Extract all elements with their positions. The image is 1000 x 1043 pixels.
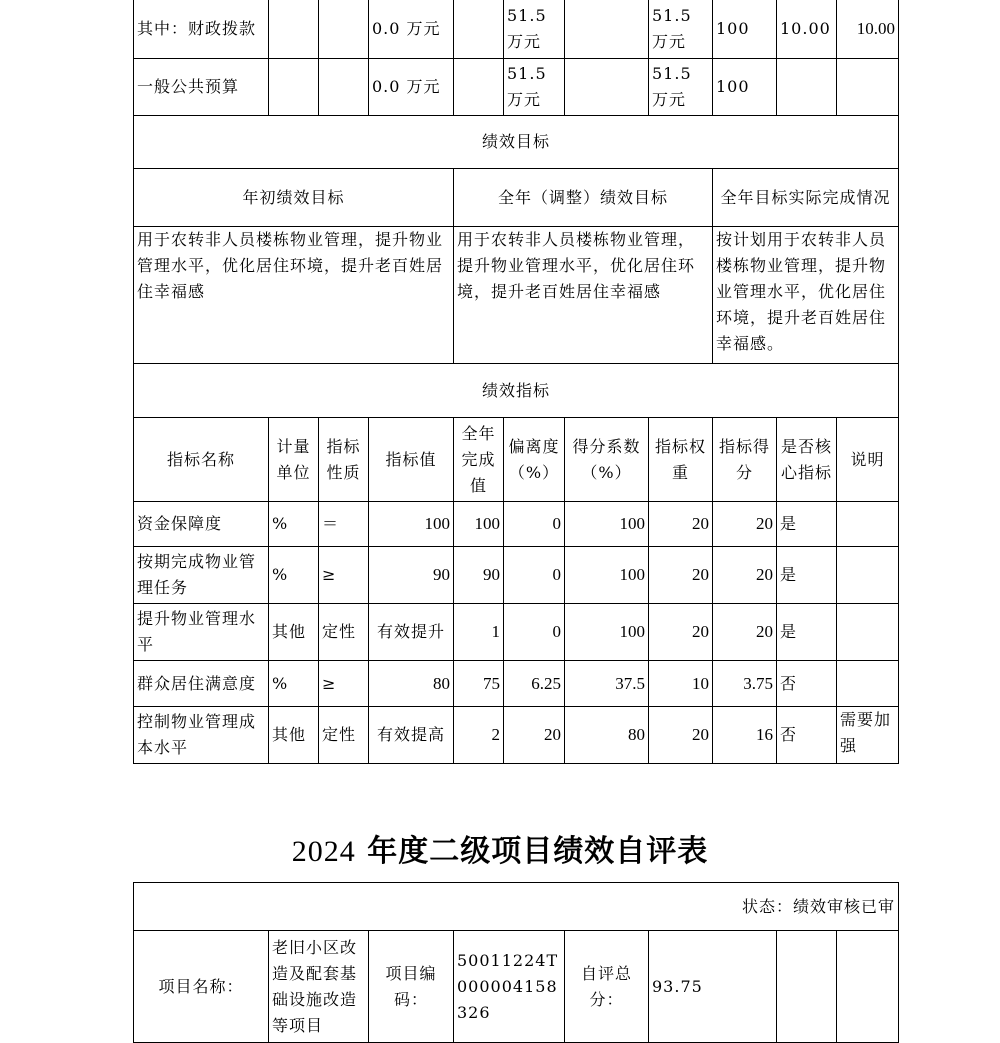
indicator-core: 否 bbox=[777, 707, 837, 764]
funding-value bbox=[837, 59, 899, 116]
indicator-done: 1 bbox=[454, 604, 504, 661]
indicator-done: 75 bbox=[454, 661, 504, 707]
indicator-core: 是 bbox=[777, 502, 837, 547]
performance-table bbox=[133, 0, 899, 764]
table-row bbox=[134, 604, 899, 661]
indicator-note bbox=[837, 547, 899, 604]
indicator-unit: % bbox=[269, 661, 319, 707]
indicator-note bbox=[837, 604, 899, 661]
indicator-unit: 其他 bbox=[269, 604, 319, 661]
indicator-name: 控制物业管理成本水平 bbox=[134, 707, 269, 764]
column-header: 指标得分 bbox=[713, 418, 777, 502]
indicator-name: 提升物业管理水平 bbox=[134, 604, 269, 661]
funding-value: 100 bbox=[713, 0, 777, 59]
funding-value: 0.0 万元 bbox=[369, 0, 454, 59]
goals-adjusted-text: 用于农转非人员楼栋物业管理，提升物业管理水平，优化居住环境，提升老百姓居住幸福感 bbox=[454, 227, 713, 364]
indicator-coefficient: 100 bbox=[565, 604, 649, 661]
indicator-coefficient: 37.5 bbox=[565, 661, 649, 707]
goals-header-actual: 全年目标实际完成情况 bbox=[713, 169, 899, 227]
page-title bbox=[0, 826, 1000, 870]
indicator-weight: 10 bbox=[649, 661, 713, 707]
title-text: 年度二级项目绩效自评表 bbox=[367, 834, 709, 869]
title-year: 2024 bbox=[291, 835, 356, 868]
column-header: 偏离度（%） bbox=[504, 418, 565, 502]
funding-value: 10.00 bbox=[777, 0, 837, 59]
indicator-coefficient: 100 bbox=[565, 547, 649, 604]
table-row bbox=[134, 707, 899, 764]
goals-header-adjusted: 全年（调整）绩效目标 bbox=[454, 169, 713, 227]
indicator-weight: 20 bbox=[649, 502, 713, 547]
second-level-project-table bbox=[133, 882, 899, 1043]
project-name-label: 项目名称： bbox=[134, 931, 269, 1043]
indicator-nature: ＝ bbox=[319, 502, 369, 547]
indicator-coefficient: 100 bbox=[565, 502, 649, 547]
column-header: 是否核心指标 bbox=[777, 418, 837, 502]
column-header: 指标权重 bbox=[649, 418, 713, 502]
indicator-name: 资金保障度 bbox=[134, 502, 269, 547]
goals-actual-text: 按计划用于农转非人员楼栋物业管理，提升物业管理水平，优化居住环境，提升老百姓居住幸福感。 bbox=[713, 227, 899, 364]
funding-value: 51.5 万元 bbox=[504, 59, 565, 116]
funding-value: 51.5 万元 bbox=[504, 0, 565, 59]
goals-initial-text: 用于农转非人员楼栋物业管理，提升物业管理水平，优化居住环境，提升老百姓居住幸福感 bbox=[134, 227, 454, 364]
project-code: 50011224T000004158326 bbox=[454, 931, 565, 1043]
funding-value: 100 bbox=[713, 59, 777, 116]
column-header: 计量单位 bbox=[269, 418, 319, 502]
funding-value: 10.00 bbox=[837, 0, 899, 59]
indicator-weight: 20 bbox=[649, 604, 713, 661]
indicator-weight: 20 bbox=[649, 547, 713, 604]
column-header: 全年完成值 bbox=[454, 418, 504, 502]
indicator-deviation: 6.25 bbox=[504, 661, 565, 707]
indicator-core: 否 bbox=[777, 661, 837, 707]
goals-header-initial: 年初绩效目标 bbox=[134, 169, 454, 227]
funding-value: 51.5 万元 bbox=[649, 59, 713, 116]
indicator-score: 20 bbox=[713, 547, 777, 604]
project-name: 老旧小区改造及配套基础设施改造等项目 bbox=[269, 931, 369, 1043]
indicator-unit: 其他 bbox=[269, 707, 319, 764]
indicator-nature: 定性 bbox=[319, 604, 369, 661]
indicator-weight: 20 bbox=[649, 707, 713, 764]
indicator-unit: % bbox=[269, 502, 319, 547]
funding-row bbox=[134, 59, 899, 116]
indicator-name: 按期完成物业管理任务 bbox=[134, 547, 269, 604]
indicator-deviation: 20 bbox=[504, 707, 565, 764]
funding-label: 其中：财政拨款 bbox=[134, 0, 269, 59]
self-score-label: 自评总分： bbox=[565, 931, 649, 1043]
funding-row bbox=[134, 0, 899, 59]
indicator-deviation: 0 bbox=[504, 604, 565, 661]
indicator-note bbox=[837, 502, 899, 547]
indicator-done: 2 bbox=[454, 707, 504, 764]
project-code-label: 项目编码： bbox=[369, 931, 454, 1043]
table-row bbox=[134, 502, 899, 547]
indicator-deviation: 0 bbox=[504, 502, 565, 547]
indicator-coefficient: 80 bbox=[565, 707, 649, 764]
column-header: 说明 bbox=[837, 418, 899, 502]
column-header: 指标值 bbox=[369, 418, 454, 502]
self-score: 93.75 bbox=[649, 931, 777, 1043]
funding-value: 0.0 万元 bbox=[369, 59, 454, 116]
indicator-core: 是 bbox=[777, 604, 837, 661]
indicator-note bbox=[837, 661, 899, 707]
indicator-score: 3.75 bbox=[713, 661, 777, 707]
goals-section-title: 绩效目标 bbox=[134, 116, 899, 169]
funding-value: 51.5 万元 bbox=[649, 0, 713, 59]
column-header: 指标名称 bbox=[134, 418, 269, 502]
indicator-target: 100 bbox=[369, 502, 454, 547]
indicator-unit: % bbox=[269, 547, 319, 604]
indicator-target: 80 bbox=[369, 661, 454, 707]
indicator-target: 有效提高 bbox=[369, 707, 454, 764]
indicators-header-row bbox=[134, 418, 899, 502]
funding-label: 一般公共预算 bbox=[134, 59, 269, 116]
indicator-score: 20 bbox=[713, 502, 777, 547]
indicator-name: 群众居住满意度 bbox=[134, 661, 269, 707]
table-row bbox=[134, 547, 899, 604]
indicators-section-title: 绩效指标 bbox=[134, 364, 899, 418]
indicator-note: 需要加强 bbox=[837, 707, 899, 764]
indicator-deviation: 0 bbox=[504, 547, 565, 604]
funding-value bbox=[777, 59, 837, 116]
indicator-target: 90 bbox=[369, 547, 454, 604]
indicator-core: 是 bbox=[777, 547, 837, 604]
indicator-nature: ≥ bbox=[319, 547, 369, 604]
indicator-score: 16 bbox=[713, 707, 777, 764]
indicator-nature: ≥ bbox=[319, 661, 369, 707]
indicator-score: 20 bbox=[713, 604, 777, 661]
indicator-target: 有效提升 bbox=[369, 604, 454, 661]
indicator-done: 90 bbox=[454, 547, 504, 604]
table-row bbox=[134, 661, 899, 707]
status-badge: 状态：绩效审核已审 bbox=[134, 883, 899, 931]
column-header: 得分系数（%） bbox=[565, 418, 649, 502]
indicator-done: 100 bbox=[454, 502, 504, 547]
column-header: 指标性质 bbox=[319, 418, 369, 502]
indicator-nature: 定性 bbox=[319, 707, 369, 764]
project-info-row bbox=[134, 931, 899, 1043]
